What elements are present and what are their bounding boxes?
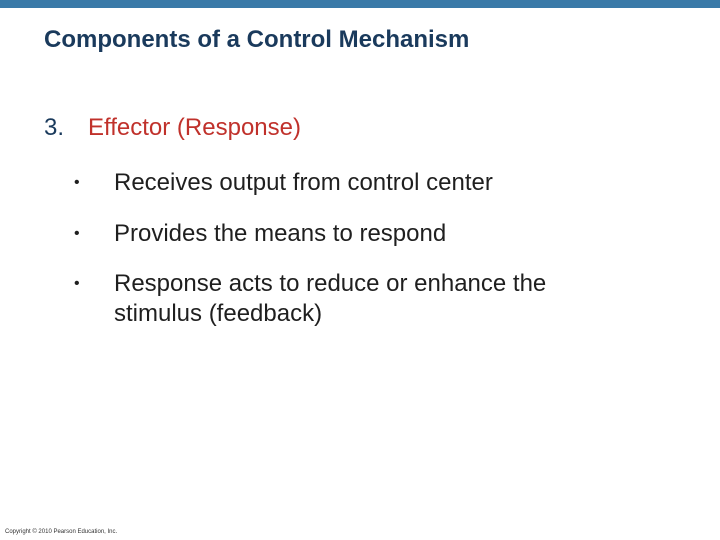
bullet-item	[74, 168, 634, 198]
section-heading-text: Effector (Response)	[88, 114, 301, 141]
bullet-text: Provides the means to respond	[114, 220, 447, 247]
bullet-item	[74, 269, 634, 329]
copyright-notice: Copyright © 2010 Pearson Education, Inc.	[5, 529, 118, 535]
bullet-icon: •	[74, 275, 80, 292]
slide-title: Components of a Control Mechanism	[44, 26, 470, 53]
bullet-item	[74, 219, 634, 249]
section-number: 3.	[44, 114, 65, 141]
section-heading	[44, 114, 301, 142]
bullet-icon: •	[74, 174, 80, 191]
top-accent-bar	[0, 0, 720, 8]
bullet-icon: •	[74, 225, 80, 242]
bullet-text: Response acts to reduce or enhance the stimulus (feedback)	[114, 270, 547, 327]
bullet-text: Receives output from control center	[114, 169, 493, 196]
